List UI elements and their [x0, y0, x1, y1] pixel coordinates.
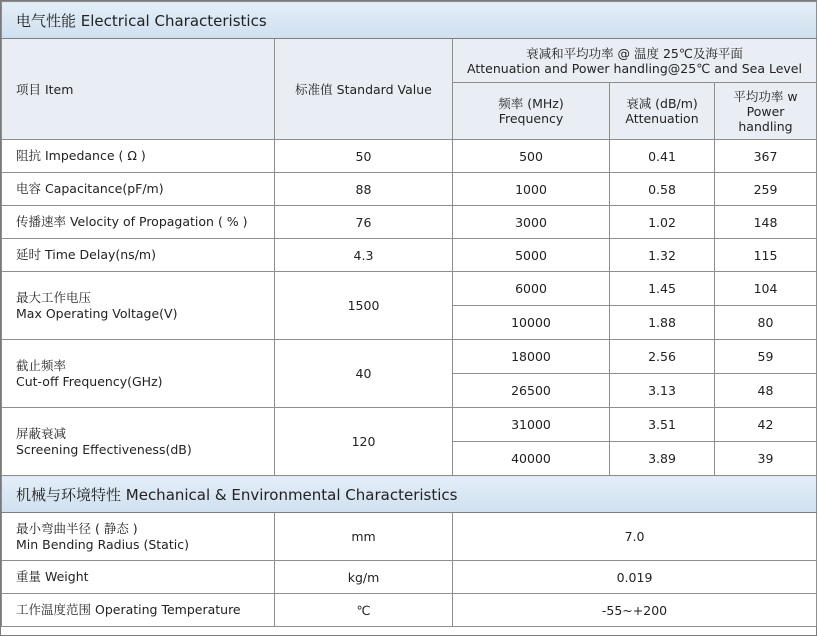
attenuation-value: 1.88	[610, 306, 715, 340]
frequency-header-line-2: Frequency	[498, 111, 564, 126]
frequency-value: 31000	[453, 408, 610, 442]
item-label-en: Screening Effectiveness(dB)	[16, 441, 192, 457]
power-header-line-3: handling	[738, 118, 793, 134]
item-label	[2, 513, 275, 561]
standard-value: 1500	[275, 272, 453, 340]
attenuation-value: 1.02	[610, 206, 715, 239]
item-label: 工作温度范围 Operating Temperature	[2, 594, 275, 627]
power-value: 259	[715, 173, 817, 206]
spec-value: 7.0	[453, 513, 817, 561]
item-label-en: Cut-off Frequency(GHz)	[16, 373, 163, 389]
standard-value: 40	[275, 340, 453, 408]
unit-value: ℃	[275, 594, 453, 627]
item-column-header: 项目 Item	[2, 39, 275, 140]
frequency-value: 18000	[453, 340, 610, 374]
frequency-value: 1000	[453, 173, 610, 206]
standard-value: 76	[275, 206, 453, 239]
table-row	[2, 239, 817, 272]
table-row	[2, 206, 817, 239]
frequency-value: 26500	[453, 374, 610, 408]
power-value: 80	[715, 306, 817, 340]
frequency-value: 3000	[453, 206, 610, 239]
spec-value: 0.019	[453, 561, 817, 594]
item-label-en: Min Bending Radius (Static)	[16, 536, 189, 552]
item-label: 传播速率 Velocity of Propagation ( % )	[2, 206, 275, 239]
item-label-en: Max Operating Voltage(V)	[16, 305, 178, 321]
standard-value: 4.3	[275, 239, 453, 272]
power-column-header	[715, 83, 817, 140]
group-header-line-1: 衰减和平均功率 @ 温度 25℃及海平面	[526, 45, 743, 61]
attenuation-header-line-2: Attenuation	[625, 111, 699, 126]
unit-value: mm	[275, 513, 453, 561]
item-label-cn: 最大工作电压	[16, 289, 92, 305]
attenuation-header-line-1: 衰减 (dB/m)	[626, 96, 698, 111]
attenuation-value: 0.58	[610, 173, 715, 206]
attenuation-value: 0.41	[610, 140, 715, 173]
standard-value: 120	[275, 408, 453, 476]
attenuation-value: 1.32	[610, 239, 715, 272]
attenuation-value: 3.89	[610, 442, 715, 476]
item-label	[2, 408, 275, 476]
table-row	[2, 594, 817, 627]
attenuation-value: 3.13	[610, 374, 715, 408]
attenuation-power-group-header	[453, 39, 817, 83]
standard-value: 88	[275, 173, 453, 206]
spec-value: -55~+200	[453, 594, 817, 627]
item-label: 电容 Capacitance(pF/m)	[2, 173, 275, 206]
table-row	[2, 272, 817, 306]
table-row	[2, 561, 817, 594]
table-row	[2, 340, 817, 374]
item-label-cn: 屏蔽衰减	[16, 425, 67, 441]
frequency-column-header	[453, 83, 610, 140]
power-value: 42	[715, 408, 817, 442]
power-header-line-1: 平均功率 w	[733, 88, 798, 104]
item-label	[2, 340, 275, 408]
frequency-value: 6000	[453, 272, 610, 306]
table-row	[2, 513, 817, 561]
attenuation-column-header	[610, 83, 715, 140]
electrical-section-title: 电气性能 Electrical Characteristics	[2, 2, 817, 39]
power-value: 39	[715, 442, 817, 476]
item-label-cn: 截止频率	[16, 357, 67, 373]
standard-value-column-header: 标准值 Standard Value	[275, 39, 453, 140]
attenuation-value: 3.51	[610, 408, 715, 442]
frequency-header-line-1: 频率 (MHz)	[498, 96, 564, 111]
item-label: 重量 Weight	[2, 561, 275, 594]
table-row	[2, 408, 817, 442]
spec-table	[1, 1, 817, 627]
power-value: 48	[715, 374, 817, 408]
power-value: 148	[715, 206, 817, 239]
item-label: 延时 Time Delay(ns/m)	[2, 239, 275, 272]
frequency-value: 10000	[453, 306, 610, 340]
table-row	[2, 140, 817, 173]
unit-value: kg/m	[275, 561, 453, 594]
frequency-value: 40000	[453, 442, 610, 476]
frequency-value: 5000	[453, 239, 610, 272]
group-header-line-2: Attenuation and Power handling@25℃ and Sea Level	[467, 60, 802, 76]
power-value: 104	[715, 272, 817, 306]
item-label	[2, 272, 275, 340]
mechanical-section-title: 机械与环境特性 Mechanical & Environmental Characteristics	[2, 476, 817, 513]
power-value: 367	[715, 140, 817, 173]
attenuation-value: 2.56	[610, 340, 715, 374]
table-row	[2, 173, 817, 206]
attenuation-value: 1.45	[610, 272, 715, 306]
power-header-line-2: Power	[746, 103, 785, 119]
power-value: 59	[715, 340, 817, 374]
frequency-value: 500	[453, 140, 610, 173]
item-label-cn: 最小弯曲半径 ( 静态 )	[16, 520, 138, 536]
power-value: 115	[715, 239, 817, 272]
standard-value: 50	[275, 140, 453, 173]
item-label: 阻抗 Impedance ( Ω )	[2, 140, 275, 173]
